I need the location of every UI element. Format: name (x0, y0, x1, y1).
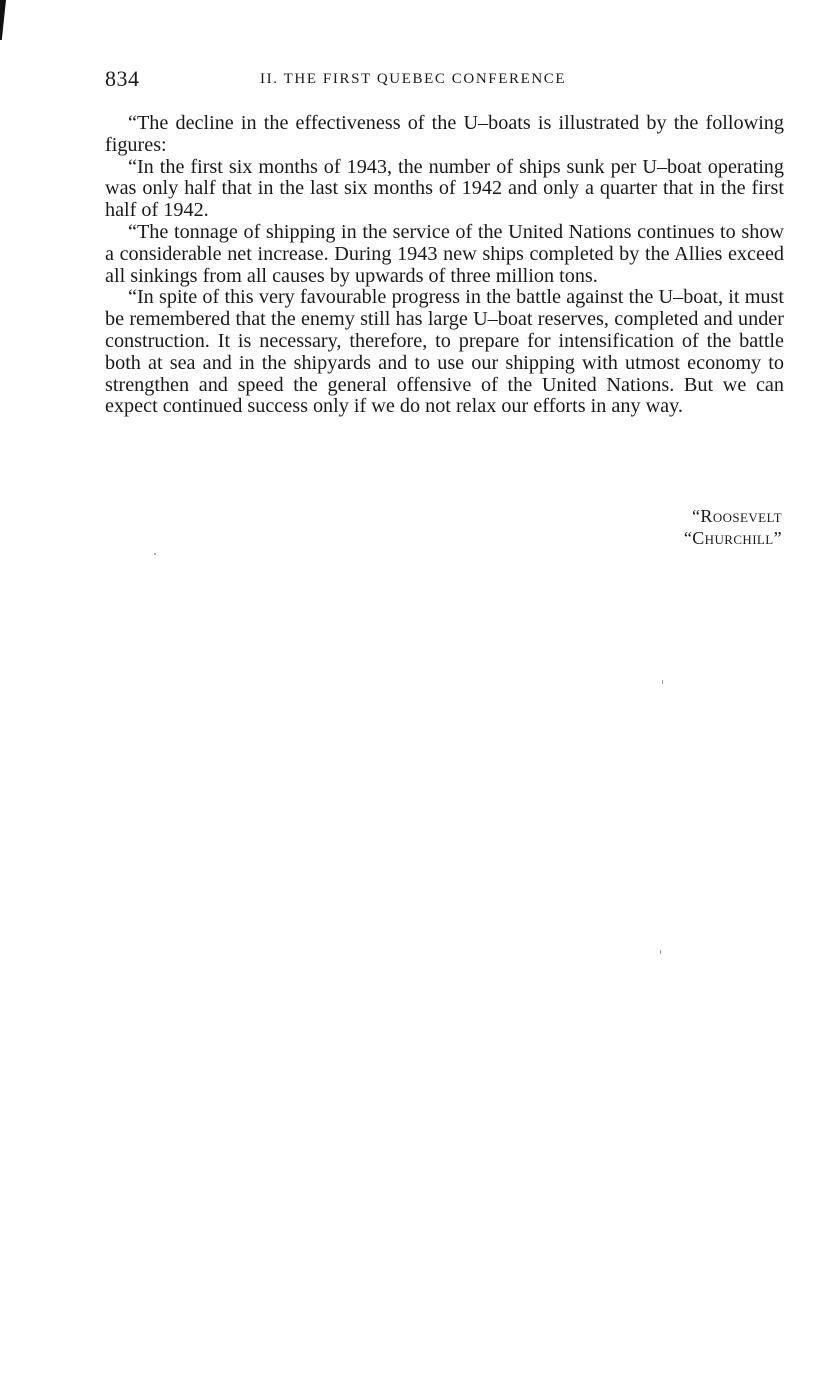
scan-speck (154, 553, 156, 555)
running-title: II. THE FIRST QUEBEC CONFERENCE (260, 71, 567, 87)
main-text (105, 113, 784, 418)
paragraph: “In the first six months of 1943, the number of ships sunk per U–boat operating was only half that in the last six months of 1942 and only a quarter that in the first half of 1942. (105, 155, 784, 222)
paragraph: “The tonnage of shipping in the service of the United Nations continues to show a considerable net increase. During 1943 new ships completed by the Allies exceed all sinkings from all causes by upwards of three million tons. (105, 220, 784, 287)
paragraph: “The decline in the effectiveness of the U–boats is illustrated by the following figures: (105, 112, 784, 156)
signature-roosevelt: “Roosevelt (692, 506, 782, 526)
scan-speck (662, 680, 663, 684)
page-number: 834 (105, 66, 140, 91)
running-header (105, 64, 785, 94)
signature-churchill: “Churchill” (683, 528, 782, 548)
scan-edge-mark (0, 0, 6, 40)
paragraph: “In spite of this very favourable progress in the battle against the U–boat, it must be remembered that the enemy still has large U–boat reserves, completed and under construction. It is necessary, therefore, to prepare for intensification of the battle both at sea and in the shipyards and to use our shipping with utmost economy to strengthen and speed the general offensive of the United Nations. But we can expect continued success only if we do not relax our efforts in any way. (105, 286, 784, 418)
signature-block (600, 505, 782, 549)
scan-speck (660, 950, 661, 954)
